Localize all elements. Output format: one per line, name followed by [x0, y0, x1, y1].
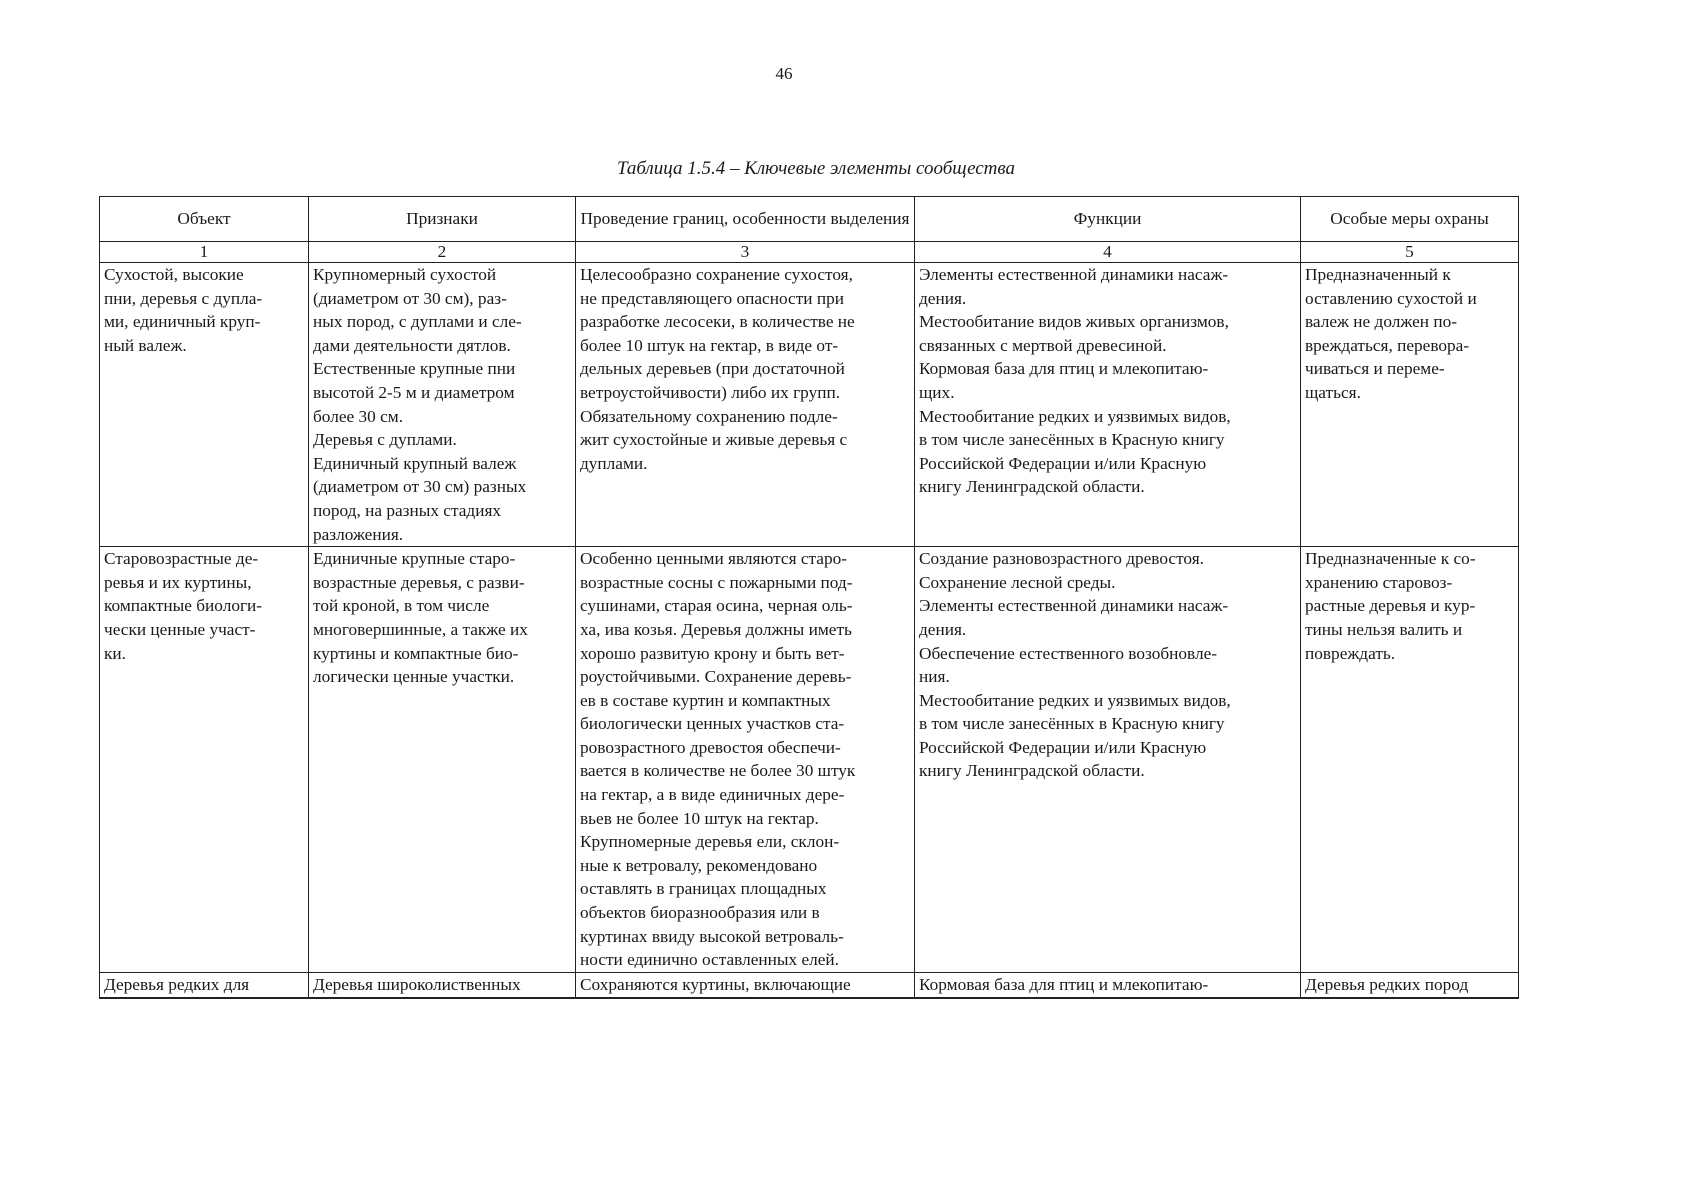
cell-text-line: Деревья широколиственных	[313, 975, 521, 995]
cell-text-line: книгу Ленинградской области.	[919, 761, 1145, 781]
table-header-row	[100, 197, 1519, 242]
cell-text-line: Местообитание редких и уязвимых видов,	[919, 406, 1231, 426]
cell-text-line: многовершинные, а также их	[313, 619, 528, 639]
cell-text-line: хранению старовоз-	[1305, 572, 1453, 592]
cell-text-line: дами деятельности дятлов.	[313, 335, 511, 355]
cell-text-line: разработке лесосеки, в количестве не	[580, 312, 855, 332]
cell-text-line: в том числе занесённых в Красную книгу	[919, 714, 1225, 734]
cell-text-line: Предназначенные к со-	[1305, 549, 1476, 569]
cell-text-line: хорошо развитую крону и быть вет-	[580, 643, 845, 663]
cell-boundaries	[576, 263, 915, 547]
cell-text-line: компактные биологи-	[104, 596, 263, 616]
cell-functions	[915, 973, 1301, 999]
cell-text-line: валеж не должен по-	[1305, 312, 1457, 332]
header-object: Объект	[100, 197, 309, 242]
cell-text-line: Особенно ценными являются старо-	[580, 549, 847, 569]
cell-text-line: ния.	[919, 667, 950, 687]
cell-text-line: куртины и компактные био-	[313, 643, 519, 663]
cell-features	[309, 973, 576, 999]
header-features: Признаки	[309, 197, 576, 242]
column-number: 3	[576, 242, 915, 263]
cell-text-line: дения.	[919, 619, 967, 639]
cell-text-line: ми, единичный круп-	[104, 312, 261, 332]
cell-text-line: Создание разновозрастного древостоя.	[919, 549, 1204, 569]
cell-text-line: (диаметром от 30 см), раз-	[313, 288, 507, 308]
cell-text-line: оставлять в границах площадных	[580, 879, 827, 899]
key-elements-table	[99, 196, 1519, 999]
cell-text-line: высотой 2-5 м и диаметром	[313, 382, 515, 402]
header-functions: Функции	[915, 197, 1301, 242]
cell-text-line: ревья и их куртины,	[104, 572, 252, 592]
cell-text-line: пород, на разных стадиях	[313, 500, 502, 520]
cell-text-line: Обязательному сохранению подле-	[580, 406, 838, 426]
cell-text-line: Единичные крупные старо-	[313, 549, 516, 569]
table-row	[100, 973, 1519, 999]
cell-text-line: ветроустойчивости) либо их групп.	[580, 382, 841, 402]
cell-text-line: Кормовая база для птиц и млекопитаю-	[919, 975, 1209, 995]
cell-text-line: ровозрастного древостоя обеспечи-	[580, 737, 841, 757]
cell-text-line: Сухостой, высокие	[104, 265, 244, 284]
cell-text-line: дения.	[919, 288, 967, 308]
cell-text-line: более 10 штук на гектар, в виде от-	[580, 335, 839, 355]
cell-text-line: куртинах ввиду высокой ветроваль-	[580, 926, 844, 946]
cell-functions	[915, 263, 1301, 547]
cell-text-line: Крупномерный сухостой	[313, 265, 497, 284]
page-number: 46	[775, 64, 793, 83]
cell-text-line: вается в количестве не более 30 штук	[580, 761, 856, 781]
table-caption: Таблица 1.5.4 – Ключевые элементы сообщества	[616, 158, 1016, 179]
cell-text-line: (диаметром от 30 см) разных	[313, 477, 527, 497]
cell-text-line: ные к ветровалу, рекомендовано	[580, 855, 818, 875]
cell-protection	[1301, 263, 1519, 547]
cell-features	[309, 263, 576, 547]
cell-text-line: ки.	[104, 643, 126, 663]
column-number-row	[100, 242, 1519, 263]
cell-text-line: Сохраняются куртины, включающие	[580, 975, 851, 995]
column-number: 5	[1301, 242, 1519, 263]
cell-text-line: на гектар, а в виде единичных дере-	[580, 785, 845, 805]
cell-text-line: Сохранение лесной среды.	[919, 572, 1116, 592]
cell-text-line: роустойчивыми. Сохранение деревь-	[580, 667, 852, 687]
cell-text-line: Предназначенный к	[1305, 265, 1451, 284]
cell-object	[100, 973, 309, 999]
cell-text-line: ности единично оставленных елей.	[580, 950, 839, 970]
cell-object	[100, 263, 309, 547]
cell-text-line: тины нельзя валить и	[1305, 619, 1463, 639]
cell-text-line: растные деревья и кур-	[1305, 596, 1476, 616]
cell-text-line: Крупномерные деревья ели, склон-	[580, 832, 840, 852]
cell-text-line: не представляющего опасности при	[580, 288, 844, 308]
cell-text-line: повреждать.	[1305, 643, 1396, 663]
cell-text-line: книгу Ленинградской области.	[919, 477, 1145, 497]
cell-text-line: Местообитание редких и уязвимых видов,	[919, 690, 1231, 710]
cell-text-line: Российской Федерации и/или Красную	[919, 453, 1207, 473]
cell-text-line: оставлению сухостой и	[1305, 288, 1477, 308]
cell-text-line: логически ценные участки.	[313, 667, 515, 687]
cell-text-line: Естественные крупные пни	[313, 359, 516, 379]
cell-text-line: дуплами.	[580, 453, 648, 473]
cell-text-line: чиваться и переме-	[1305, 359, 1445, 379]
header-boundaries: Проведение границ, особенности выделения	[576, 197, 915, 242]
column-number: 4	[915, 242, 1301, 263]
cell-text-line: биологически ценных участков ста-	[580, 714, 845, 734]
cell-features	[309, 547, 576, 973]
cell-text-line: Старовозрастные де-	[104, 549, 259, 569]
cell-text-line: пни, деревья с дупла-	[104, 288, 263, 308]
cell-text-line: Деревья редких для	[104, 975, 250, 995]
cell-text-line: щаться.	[1305, 382, 1361, 402]
table-row	[100, 263, 1519, 547]
cell-text-line: Деревья редких пород	[1305, 975, 1469, 995]
cell-text-line: дельных деревьев (при достаточной	[580, 359, 845, 379]
cell-text-line: вьев не более 10 штук на гектар.	[580, 808, 819, 828]
cell-object	[100, 547, 309, 973]
cell-text-line: Элементы естественной динамики насаж-	[919, 596, 1229, 616]
cell-text-line: возрастные деревья, с разви-	[313, 572, 525, 592]
cell-text-line: щих.	[919, 382, 955, 402]
cell-text-line: ных пород, с дуплами и сле-	[313, 312, 522, 332]
header-protection: Особые меры охраны	[1301, 197, 1519, 242]
cell-text-line: сушинами, старая осина, черная оль-	[580, 596, 853, 616]
cell-boundaries	[576, 547, 915, 973]
cell-text-line: той кроной, в том числе	[313, 596, 490, 616]
cell-text-line: Местообитание видов живых организмов,	[919, 312, 1229, 332]
cell-text-line: чески ценные участ-	[104, 619, 256, 639]
table-row	[100, 547, 1519, 973]
cell-text-line: более 30 см.	[313, 406, 404, 426]
cell-text-line: Обеспечение естественного возобновле-	[919, 643, 1217, 663]
cell-text-line: Элементы естественной динамики насаж-	[919, 265, 1229, 284]
cell-functions	[915, 547, 1301, 973]
cell-text-line: вреждаться, перевора-	[1305, 335, 1470, 355]
cell-text-line: ный валеж.	[104, 335, 187, 355]
cell-text-line: возрастные сосны с пожарными под-	[580, 572, 853, 592]
cell-text-line: ев в составе куртин и компактных	[580, 690, 831, 710]
column-number: 2	[309, 242, 576, 263]
cell-text-line: жит сухостойные и живые деревья с	[580, 430, 848, 450]
cell-protection	[1301, 973, 1519, 999]
cell-text-line: Деревья с дуплами.	[313, 430, 457, 450]
cell-text-line: разложения.	[313, 524, 404, 544]
cell-text-line: Единичный крупный валеж	[313, 453, 517, 473]
cell-text-line: Кормовая база для птиц и млекопитаю-	[919, 359, 1209, 379]
cell-text-line: Российской Федерации и/или Красную	[919, 737, 1207, 757]
cell-text-line: ха, ива козья. Деревья должны иметь	[580, 619, 852, 639]
cell-protection	[1301, 547, 1519, 973]
cell-boundaries	[576, 973, 915, 999]
cell-text-line: объектов биоразнообразия или в	[580, 903, 820, 923]
cell-text-line: в том числе занесённых в Красную книгу	[919, 430, 1225, 450]
cell-text-line: Целесообразно сохранение сухостоя,	[580, 265, 853, 284]
cell-text-line: связанных с мертвой древесиной.	[919, 335, 1167, 355]
column-number: 1	[100, 242, 309, 263]
